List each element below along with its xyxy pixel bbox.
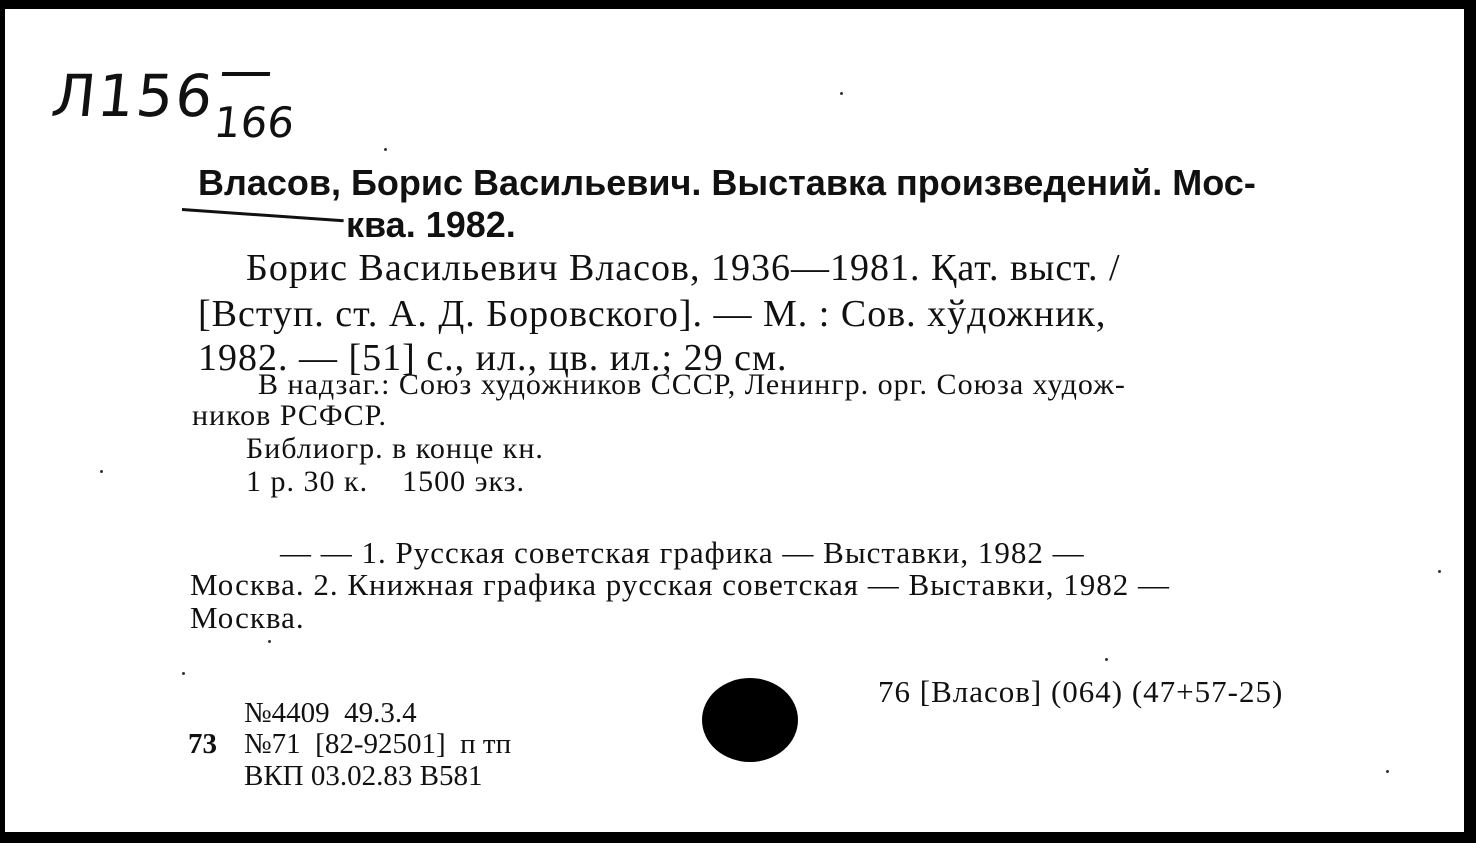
card-bottom-border (0, 832, 1476, 843)
note-line-1: В надзаг.: Союз художников СССР, Ленингр. орг. Союза худож- (258, 368, 1126, 401)
footer-prefix: 73 (188, 728, 217, 760)
handwritten-dash (222, 72, 270, 76)
subject-line-3: Москва. (190, 600, 305, 635)
title-line-1: Борис Васильевич Власов, 1936—1981. Қат. выст. / (246, 247, 1121, 289)
scan-speck (1105, 658, 1108, 661)
handwritten-suffix: 166 (211, 98, 297, 147)
note-line-3: Библиогр. в конце кн. (246, 432, 544, 465)
subject-line-1: — — 1. Русская советская графика — Выставки, 1982 — (280, 535, 1085, 570)
scan-speck (384, 148, 387, 151)
title-line-3: 1982. — [51] с., ил., цв. ил.; 29 см. (198, 337, 788, 379)
note-line-2: ников РСФСР. (192, 399, 388, 432)
heading-line-2: ква. 1982. (346, 204, 516, 245)
scan-speck (1386, 770, 1389, 773)
scan-speck (840, 92, 843, 95)
scan-speck (268, 640, 271, 643)
scan-speck (182, 672, 185, 675)
scan-speck (1438, 570, 1441, 573)
punched-hole (702, 678, 798, 762)
classification-code: 76 [Власов] (064) (47+57-25) (878, 674, 1284, 709)
handwritten-underline (182, 208, 344, 222)
note-line-4: 1 р. 30 к. 1500 экз. (246, 465, 525, 498)
heading-line-1: Власов, Борис Васильевич. Выставка произведений. Мос- (198, 162, 1256, 203)
card-top-border (0, 0, 1476, 9)
handwritten-call-number: Л156 (48, 62, 218, 130)
scan-speck (100, 470, 103, 473)
footer-line-1: №4409 49.3.4 (244, 697, 417, 729)
card-left-border (0, 0, 5, 843)
card-right-border (1464, 0, 1476, 843)
title-line-2: [Вступ. ст. А. Д. Боровского]. — М. : Сов. хўдожник, (198, 293, 1107, 335)
footer-line-2: №71 [82-92501] п тп (244, 728, 512, 760)
subject-line-2: Москва. 2. Книжная графика русская советская — Выставки, 1982 — (190, 567, 1170, 602)
footer-line-3: ВКП 03.02.83 В581 (244, 760, 483, 792)
